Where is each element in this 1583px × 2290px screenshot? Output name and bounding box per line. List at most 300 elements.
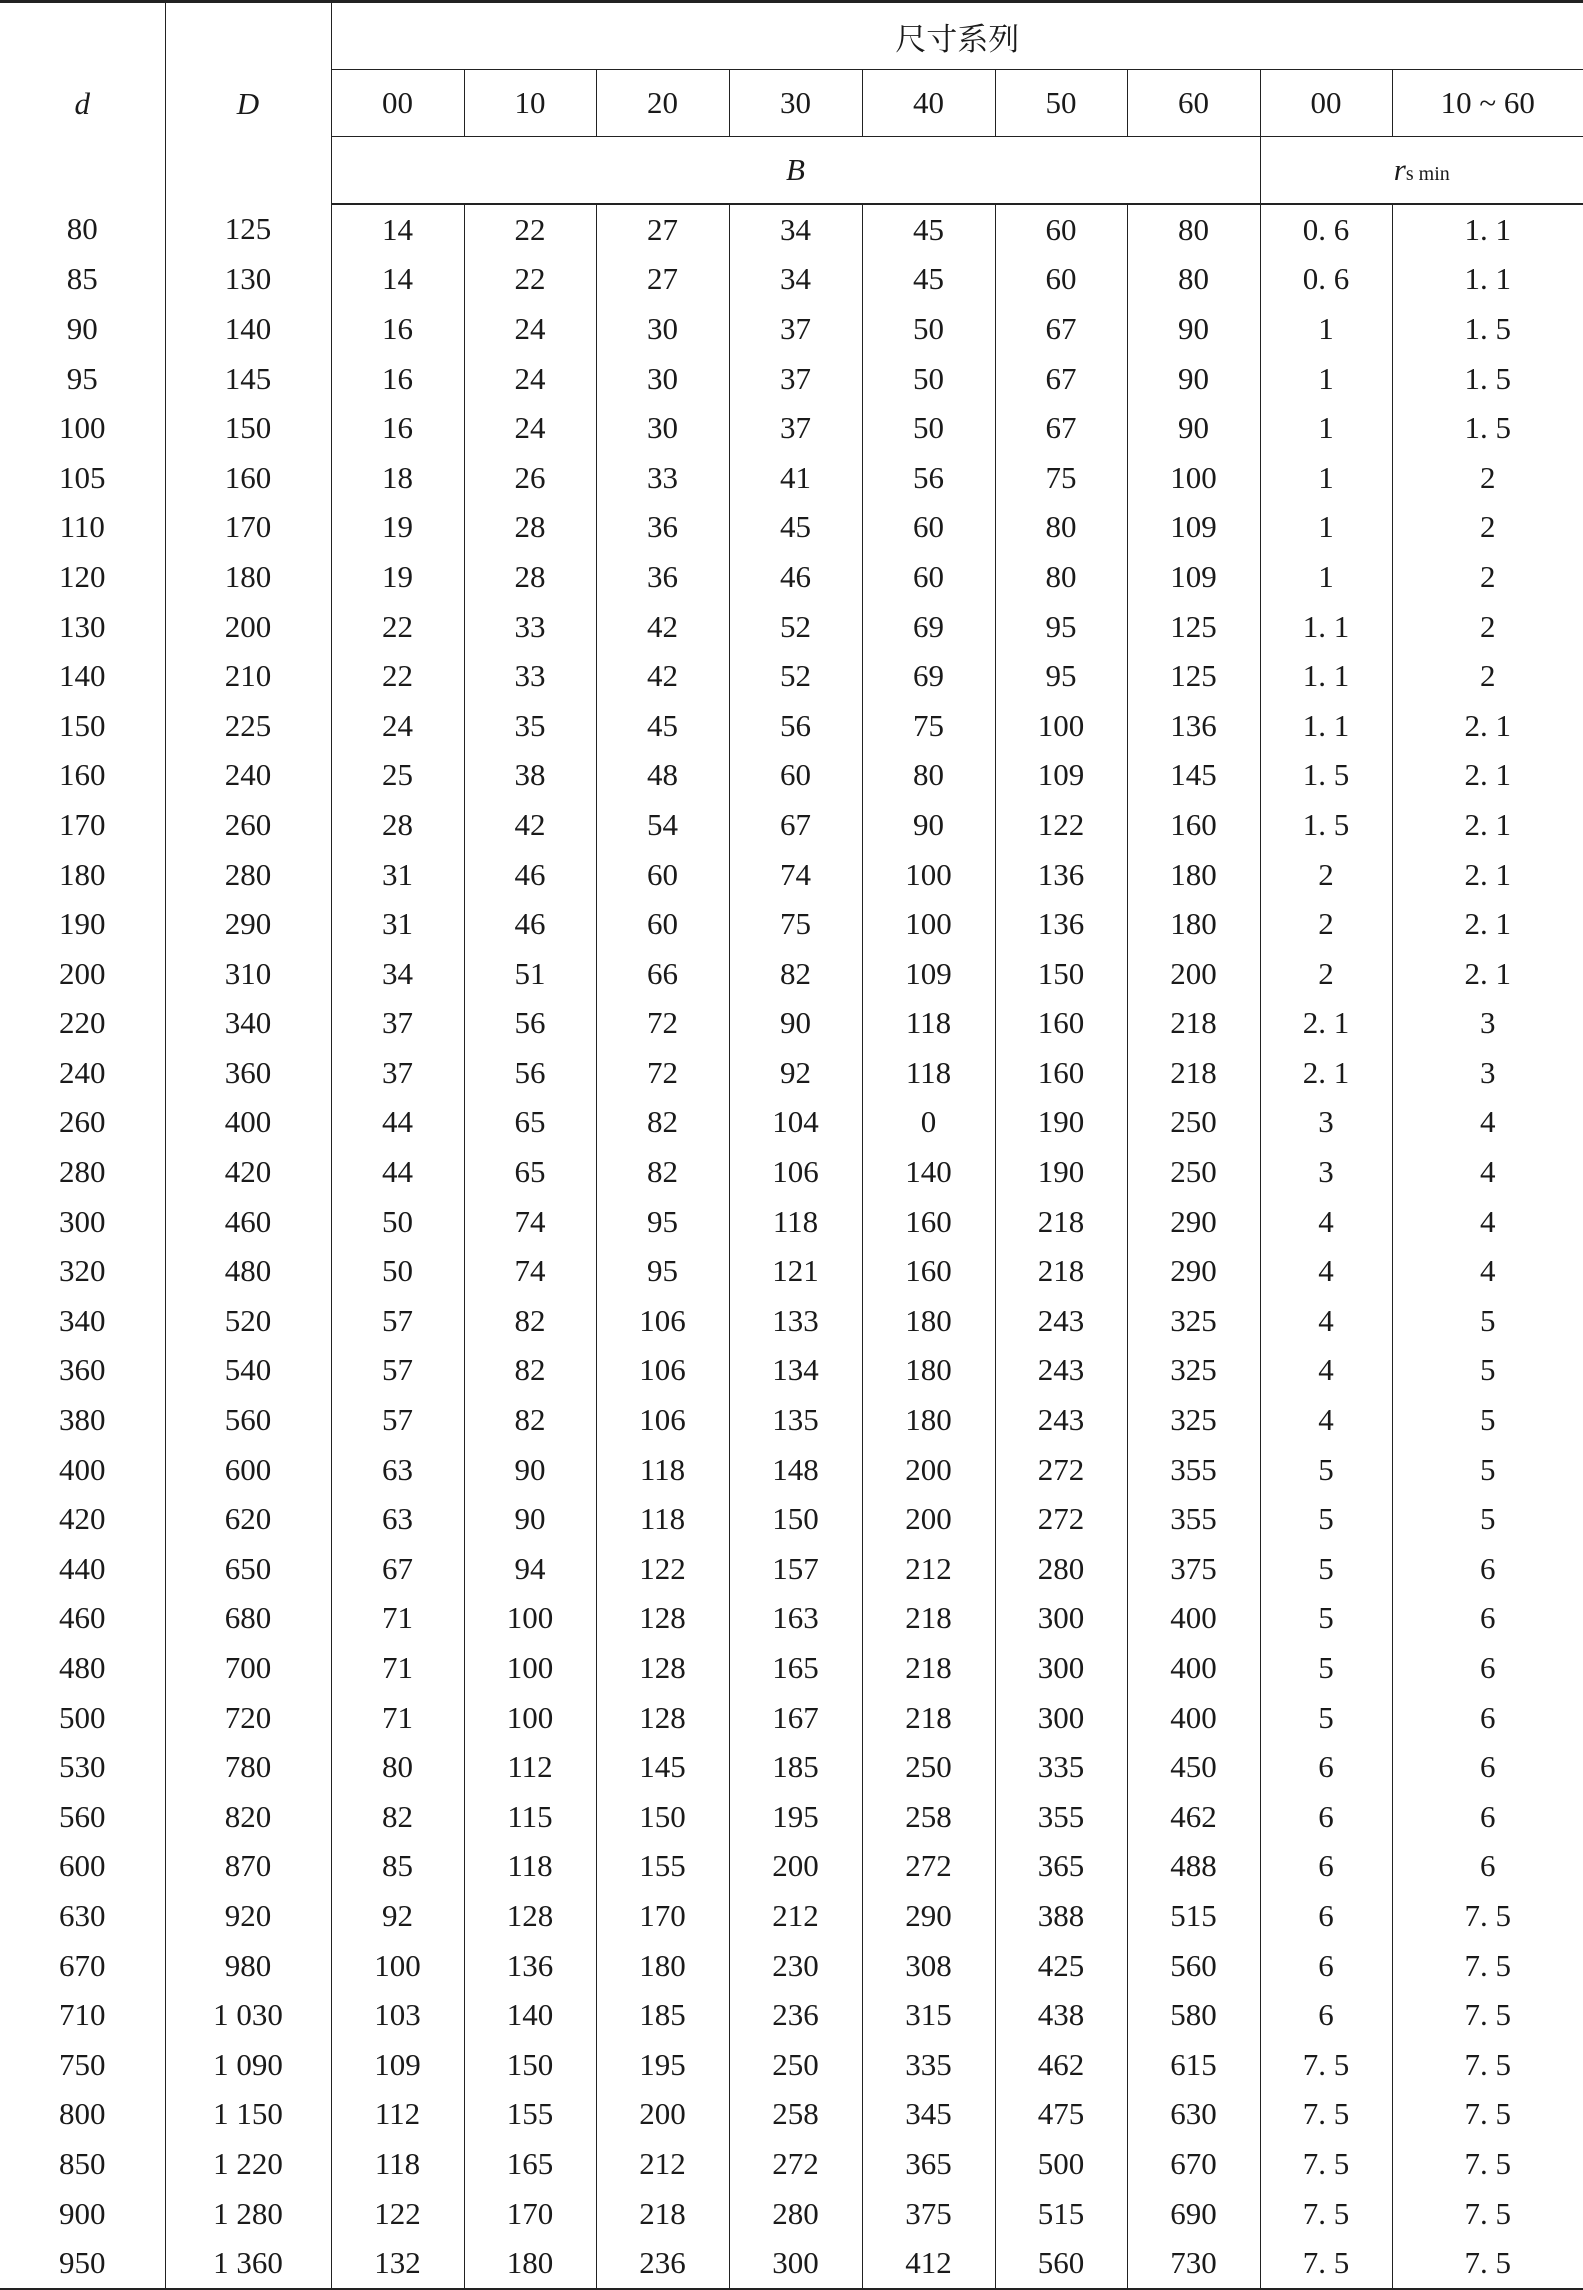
cell-B-20: 54 bbox=[596, 800, 729, 850]
cell-r-10-60: 5 bbox=[1392, 1445, 1583, 1495]
cell-d: 200 bbox=[59, 955, 106, 991]
cell-r-10-60: 7. 5 bbox=[1392, 2090, 1583, 2140]
cell-B-50: 335 bbox=[995, 1742, 1127, 1792]
cell-r-10-60: 7. 5 bbox=[1392, 1941, 1583, 1991]
cell-B-10: 115 bbox=[464, 1792, 596, 1842]
cell-B-20: 118 bbox=[596, 1494, 729, 1544]
cell-B-50: 425 bbox=[995, 1941, 1127, 1991]
cell-B-40: 315 bbox=[862, 1990, 995, 2040]
table-row bbox=[0, 2090, 1583, 2140]
cell-r-10-60: 2. 1 bbox=[1392, 850, 1583, 900]
cell-B-50: 300 bbox=[995, 1693, 1127, 1743]
cell-r-00: 0. 6 bbox=[1260, 204, 1392, 255]
cell-B-30: 272 bbox=[729, 2139, 862, 2189]
cell-B-00: 57 bbox=[331, 1346, 464, 1396]
cell-B-40: 160 bbox=[862, 1246, 995, 1296]
cell-B-10: 82 bbox=[464, 1346, 596, 1396]
table-row bbox=[0, 1296, 1583, 1346]
cell-B-50: 190 bbox=[995, 1147, 1127, 1197]
cell-r-00: 1 bbox=[1260, 503, 1392, 553]
cell-B-40: 45 bbox=[862, 204, 995, 255]
cell-d: 480 bbox=[59, 1650, 106, 1686]
table-row bbox=[0, 2139, 1583, 2189]
cell-B-00: 100 bbox=[331, 1941, 464, 1991]
cell-B-50: 75 bbox=[995, 453, 1127, 503]
cell-r-00: 5 bbox=[1260, 1445, 1392, 1495]
cell-B-40: 50 bbox=[862, 354, 995, 404]
cell-r-00: 1 bbox=[1260, 453, 1392, 503]
table-row bbox=[0, 1990, 1583, 2040]
cell-B-50: 160 bbox=[995, 999, 1127, 1049]
cell-B-60: 125 bbox=[1127, 602, 1260, 652]
table-row bbox=[0, 1246, 1583, 1296]
cell-B-10: 140 bbox=[464, 1990, 596, 2040]
cell-B-20: 180 bbox=[596, 1941, 729, 1991]
cell-B-00: 28 bbox=[331, 800, 464, 850]
cell-d: 90 bbox=[66, 310, 98, 346]
cell-B-40: 69 bbox=[862, 602, 995, 652]
header-r-series-00: 00 bbox=[1260, 70, 1392, 137]
header-series-40: 40 bbox=[862, 70, 995, 137]
cell-B-20: 106 bbox=[596, 1395, 729, 1445]
table-row bbox=[0, 1842, 1583, 1892]
cell-D: 620 bbox=[165, 1494, 331, 1544]
cell-D: 360 bbox=[165, 1048, 331, 1098]
cell-B-10: 24 bbox=[464, 304, 596, 354]
cell-B-00: 37 bbox=[331, 1048, 464, 1098]
cell-B-40: 118 bbox=[862, 999, 995, 1049]
cell-d: 160 bbox=[59, 757, 106, 793]
cell-B-00: 19 bbox=[331, 503, 464, 553]
cell-D: 340 bbox=[165, 999, 331, 1049]
cell-B-30: 82 bbox=[729, 949, 862, 999]
cell-B-30: 106 bbox=[729, 1147, 862, 1197]
cell-B-20: 66 bbox=[596, 949, 729, 999]
cell-B-20: 106 bbox=[596, 1346, 729, 1396]
cell-B-10: 180 bbox=[464, 2238, 596, 2289]
cell-B-30: 41 bbox=[729, 453, 862, 503]
cell-d: 560 bbox=[59, 1798, 106, 1834]
cell-B-60: 136 bbox=[1127, 701, 1260, 751]
cell-B-60: 180 bbox=[1127, 899, 1260, 949]
cell-B-60: 218 bbox=[1127, 1048, 1260, 1098]
cell-B-20: 106 bbox=[596, 1296, 729, 1346]
cell-r-00: 6 bbox=[1260, 1842, 1392, 1892]
cell-r-10-60: 5 bbox=[1392, 1395, 1583, 1445]
cell-B-10: 74 bbox=[464, 1246, 596, 1296]
cell-d: 950 bbox=[0, 2238, 165, 2289]
cell-r-10-60: 6 bbox=[1392, 1544, 1583, 1594]
cell-B-10: 51 bbox=[464, 949, 596, 999]
cell-r-00: 4 bbox=[1260, 1246, 1392, 1296]
cell-B-10: 35 bbox=[464, 701, 596, 751]
cell-r-10-60: 2. 1 bbox=[1392, 800, 1583, 850]
cell-d: 360 bbox=[59, 1352, 106, 1388]
cell-B-00: 16 bbox=[331, 354, 464, 404]
cell-B-00: 80 bbox=[331, 1742, 464, 1792]
cell-B-10: 22 bbox=[464, 255, 596, 305]
cell-r-10-60: 2. 1 bbox=[1392, 899, 1583, 949]
cell-B-10: 82 bbox=[464, 1296, 596, 1346]
cell-B-50: 365 bbox=[995, 1842, 1127, 1892]
cell-r-00: 7. 5 bbox=[1260, 2189, 1392, 2239]
table-row bbox=[0, 1147, 1583, 1197]
cell-B-10: 112 bbox=[464, 1742, 596, 1792]
cell-d: 170 bbox=[59, 806, 106, 842]
cell-B-60: 290 bbox=[1127, 1246, 1260, 1296]
cell-B-60: 125 bbox=[1127, 651, 1260, 701]
cell-B-20: 200 bbox=[596, 2090, 729, 2140]
cell-r-10-60: 1. 5 bbox=[1392, 354, 1583, 404]
cell-D: 1 090 bbox=[165, 2040, 331, 2090]
cell-D: 1 150 bbox=[165, 2090, 331, 2140]
cell-B-30: 165 bbox=[729, 1643, 862, 1693]
cell-B-30: 92 bbox=[729, 1048, 862, 1098]
table-row bbox=[0, 999, 1583, 1049]
cell-B-20: 155 bbox=[596, 1842, 729, 1892]
cell-r-00: 5 bbox=[1260, 1494, 1392, 1544]
cell-B-60: 400 bbox=[1127, 1594, 1260, 1644]
cell-D: 150 bbox=[165, 403, 331, 453]
table-row bbox=[0, 899, 1583, 949]
cell-B-40: 50 bbox=[862, 304, 995, 354]
cell-d: 140 bbox=[59, 658, 106, 694]
cell-B-40: 290 bbox=[862, 1891, 995, 1941]
cell-d: 120 bbox=[59, 558, 106, 594]
table-row bbox=[0, 1494, 1583, 1544]
cell-B-20: 60 bbox=[596, 850, 729, 900]
cell-B-00: 63 bbox=[331, 1494, 464, 1544]
header-series-50: 50 bbox=[995, 70, 1127, 137]
cell-B-10: 56 bbox=[464, 1048, 596, 1098]
cell-r-00: 1 bbox=[1260, 304, 1392, 354]
r-subscript: s min bbox=[1405, 163, 1450, 185]
cell-B-50: 190 bbox=[995, 1098, 1127, 1148]
table-row bbox=[0, 1048, 1583, 1098]
cell-B-10: 118 bbox=[464, 1842, 596, 1892]
table-row bbox=[0, 1891, 1583, 1941]
cell-B-60: 375 bbox=[1127, 1544, 1260, 1594]
cell-B-40: 109 bbox=[862, 949, 995, 999]
cell-D: 280 bbox=[165, 850, 331, 900]
cell-D: 125 bbox=[165, 204, 331, 255]
table-row bbox=[0, 503, 1583, 553]
cell-r-00: 7. 5 bbox=[1260, 2040, 1392, 2090]
cell-r-00: 1 bbox=[1260, 403, 1392, 453]
cell-B-00: 14 bbox=[331, 255, 464, 305]
cell-B-30: 157 bbox=[729, 1544, 862, 1594]
cell-B-30: 167 bbox=[729, 1693, 862, 1743]
table-row bbox=[0, 2189, 1583, 2239]
cell-B-10: 26 bbox=[464, 453, 596, 503]
cell-B-60: 690 bbox=[1127, 2189, 1260, 2239]
cell-B-00: 37 bbox=[331, 999, 464, 1049]
cell-B-10: 24 bbox=[464, 354, 596, 404]
cell-B-00: 82 bbox=[331, 1792, 464, 1842]
cell-d: 260 bbox=[59, 1104, 106, 1140]
cell-B-30: 75 bbox=[729, 899, 862, 949]
cell-B-40: 218 bbox=[862, 1693, 995, 1743]
cell-B-20: 72 bbox=[596, 999, 729, 1049]
table-row bbox=[0, 1742, 1583, 1792]
cell-d: 500 bbox=[59, 1699, 106, 1735]
cell-B-30: 37 bbox=[729, 354, 862, 404]
cell-D: 180 bbox=[165, 552, 331, 602]
cell-B-30: 236 bbox=[729, 1990, 862, 2040]
cell-B-20: 195 bbox=[596, 2040, 729, 2090]
cell-B-00: 63 bbox=[331, 1445, 464, 1495]
cell-B-00: 16 bbox=[331, 403, 464, 453]
cell-D: 720 bbox=[165, 1693, 331, 1743]
cell-B-10: 82 bbox=[464, 1395, 596, 1445]
cell-r-10-60: 2 bbox=[1392, 453, 1583, 503]
cell-B-00: 25 bbox=[331, 751, 464, 801]
cell-B-50: 136 bbox=[995, 850, 1127, 900]
cell-d: 280 bbox=[59, 1154, 106, 1190]
cell-B-60: 290 bbox=[1127, 1197, 1260, 1247]
cell-B-30: 52 bbox=[729, 602, 862, 652]
cell-B-60: 218 bbox=[1127, 999, 1260, 1049]
cell-D: 560 bbox=[165, 1395, 331, 1445]
cell-r-10-60: 6 bbox=[1392, 1594, 1583, 1644]
cell-B-20: 150 bbox=[596, 1792, 729, 1842]
cell-r-10-60: 2 bbox=[1392, 602, 1583, 652]
cell-B-00: 34 bbox=[331, 949, 464, 999]
cell-B-50: 560 bbox=[995, 2238, 1127, 2289]
cell-d: 530 bbox=[59, 1749, 106, 1785]
cell-D: 1 030 bbox=[165, 1990, 331, 2040]
cell-B-40: 412 bbox=[862, 2238, 995, 2289]
cell-B-00: 85 bbox=[331, 1842, 464, 1892]
cell-B-30: 300 bbox=[729, 2238, 862, 2289]
cell-D: 140 bbox=[165, 304, 331, 354]
cell-r-10-60: 2 bbox=[1392, 552, 1583, 602]
cell-r-10-60: 7. 5 bbox=[1392, 2238, 1583, 2289]
cell-B-60: 90 bbox=[1127, 403, 1260, 453]
cell-B-40: 308 bbox=[862, 1941, 995, 1991]
cell-r-00: 5 bbox=[1260, 1594, 1392, 1644]
cell-B-00: 19 bbox=[331, 552, 464, 602]
cell-B-50: 272 bbox=[995, 1494, 1127, 1544]
cell-B-30: 34 bbox=[729, 204, 862, 255]
cell-r-10-60: 7. 5 bbox=[1392, 1891, 1583, 1941]
cell-B-60: 80 bbox=[1127, 204, 1260, 255]
cell-B-00: 118 bbox=[331, 2139, 464, 2189]
cell-B-60: 160 bbox=[1127, 800, 1260, 850]
cell-B-10: 74 bbox=[464, 1197, 596, 1247]
cell-B-10: 46 bbox=[464, 850, 596, 900]
cell-D: 200 bbox=[165, 602, 331, 652]
table-row bbox=[0, 1445, 1583, 1495]
cell-B-60: 325 bbox=[1127, 1296, 1260, 1346]
cell-r-00: 1. 1 bbox=[1260, 602, 1392, 652]
cell-B-20: 30 bbox=[596, 304, 729, 354]
cell-B-00: 22 bbox=[331, 602, 464, 652]
cell-r-10-60: 1. 5 bbox=[1392, 403, 1583, 453]
table-row bbox=[0, 1693, 1583, 1743]
cell-r-10-60: 2 bbox=[1392, 651, 1583, 701]
cell-B-50: 515 bbox=[995, 2189, 1127, 2239]
cell-d: 440 bbox=[59, 1550, 106, 1586]
cell-B-10: 42 bbox=[464, 800, 596, 850]
header-series-10: 10 bbox=[464, 70, 596, 137]
cell-D: 290 bbox=[165, 899, 331, 949]
cell-B-50: 95 bbox=[995, 602, 1127, 652]
table-row bbox=[0, 850, 1583, 900]
cell-B-50: 136 bbox=[995, 899, 1127, 949]
cell-D: 1 280 bbox=[165, 2189, 331, 2239]
cell-r-00: 5 bbox=[1260, 1693, 1392, 1743]
cell-B-30: 90 bbox=[729, 999, 862, 1049]
cell-r-10-60: 6 bbox=[1392, 1693, 1583, 1743]
cell-B-10: 65 bbox=[464, 1098, 596, 1148]
table-row bbox=[0, 602, 1583, 652]
header-size-series-title: 尺寸系列 bbox=[331, 2, 1583, 70]
cell-d: 320 bbox=[59, 1253, 106, 1289]
cell-B-60: 450 bbox=[1127, 1742, 1260, 1792]
cell-B-40: 200 bbox=[862, 1445, 995, 1495]
cell-B-10: 150 bbox=[464, 2040, 596, 2090]
cell-B-50: 67 bbox=[995, 403, 1127, 453]
cell-B-60: 615 bbox=[1127, 2040, 1260, 2090]
table-row bbox=[0, 354, 1583, 404]
cell-B-50: 60 bbox=[995, 255, 1127, 305]
cell-B-20: 45 bbox=[596, 701, 729, 751]
table-row bbox=[0, 2238, 1583, 2289]
cell-B-50: 109 bbox=[995, 751, 1127, 801]
cell-B-30: 185 bbox=[729, 1742, 862, 1792]
cell-B-60: 400 bbox=[1127, 1693, 1260, 1743]
cell-B-30: 37 bbox=[729, 304, 862, 354]
cell-B-60: 630 bbox=[1127, 2090, 1260, 2140]
cell-r-10-60: 3 bbox=[1392, 1048, 1583, 1098]
cell-B-50: 150 bbox=[995, 949, 1127, 999]
cell-B-60: 355 bbox=[1127, 1494, 1260, 1544]
cell-B-50: 462 bbox=[995, 2040, 1127, 2090]
cell-d: 340 bbox=[59, 1302, 106, 1338]
cell-d: 110 bbox=[59, 509, 105, 545]
cell-D: 460 bbox=[165, 1197, 331, 1247]
table-row bbox=[0, 453, 1583, 503]
table-row bbox=[0, 204, 1583, 255]
cell-D: 480 bbox=[165, 1246, 331, 1296]
cell-B-30: 46 bbox=[729, 552, 862, 602]
cell-r-10-60: 7. 5 bbox=[1392, 2139, 1583, 2189]
header-r-series-10-60: 10 ~ 60 bbox=[1392, 70, 1583, 137]
cell-B-60: 145 bbox=[1127, 751, 1260, 801]
cell-B-60: 462 bbox=[1127, 1792, 1260, 1842]
cell-B-20: 72 bbox=[596, 1048, 729, 1098]
cell-D: 540 bbox=[165, 1346, 331, 1396]
cell-d: 80 bbox=[66, 211, 98, 247]
cell-B-10: 33 bbox=[464, 651, 596, 701]
cell-B-10: 28 bbox=[464, 552, 596, 602]
cell-r-10-60: 5 bbox=[1392, 1494, 1583, 1544]
cell-B-40: 180 bbox=[862, 1296, 995, 1346]
cell-B-20: 218 bbox=[596, 2189, 729, 2239]
cell-r-00: 4 bbox=[1260, 1296, 1392, 1346]
cell-B-40: 100 bbox=[862, 899, 995, 949]
cell-r-10-60: 1. 1 bbox=[1392, 255, 1583, 305]
cell-d: 105 bbox=[59, 459, 106, 495]
cell-B-00: 22 bbox=[331, 651, 464, 701]
cell-D: 420 bbox=[165, 1147, 331, 1197]
cell-B-40: 60 bbox=[862, 503, 995, 553]
cell-B-20: 48 bbox=[596, 751, 729, 801]
cell-B-30: 200 bbox=[729, 1842, 862, 1892]
cell-B-50: 300 bbox=[995, 1594, 1127, 1644]
cell-B-40: 180 bbox=[862, 1346, 995, 1396]
cell-r-00: 4 bbox=[1260, 1395, 1392, 1445]
cell-B-20: 30 bbox=[596, 403, 729, 453]
cell-r-00: 1. 5 bbox=[1260, 800, 1392, 850]
cell-B-00: 122 bbox=[331, 2189, 464, 2239]
cell-r-00: 4 bbox=[1260, 1197, 1392, 1247]
cell-D: 260 bbox=[165, 800, 331, 850]
cell-B-10: 155 bbox=[464, 2090, 596, 2140]
cell-B-30: 163 bbox=[729, 1594, 862, 1644]
cell-B-30: 250 bbox=[729, 2040, 862, 2090]
cell-B-30: 118 bbox=[729, 1197, 862, 1247]
cell-B-40: 335 bbox=[862, 2040, 995, 2090]
cell-r-00: 3 bbox=[1260, 1147, 1392, 1197]
cell-B-60: 90 bbox=[1127, 354, 1260, 404]
cell-B-20: 60 bbox=[596, 899, 729, 949]
table-row bbox=[0, 1792, 1583, 1842]
cell-B-40: 45 bbox=[862, 255, 995, 305]
cell-B-30: 45 bbox=[729, 503, 862, 553]
cell-B-40: 140 bbox=[862, 1147, 995, 1197]
table-row bbox=[0, 651, 1583, 701]
cell-B-40: 250 bbox=[862, 1742, 995, 1792]
cell-B-00: 31 bbox=[331, 899, 464, 949]
cell-d: 150 bbox=[59, 707, 106, 743]
cell-B-20: 236 bbox=[596, 2238, 729, 2289]
cell-B-10: 65 bbox=[464, 1147, 596, 1197]
cell-B-20: 128 bbox=[596, 1643, 729, 1693]
header-label-r-smin bbox=[1260, 137, 1583, 205]
cell-B-20: 42 bbox=[596, 602, 729, 652]
cell-r-00: 1. 1 bbox=[1260, 651, 1392, 701]
cell-r-10-60: 1. 1 bbox=[1392, 204, 1583, 255]
cell-B-10: 136 bbox=[464, 1941, 596, 1991]
cell-B-50: 388 bbox=[995, 1891, 1127, 1941]
cell-B-40: 60 bbox=[862, 552, 995, 602]
cell-B-10: 28 bbox=[464, 503, 596, 553]
table-row bbox=[0, 552, 1583, 602]
cell-B-30: 150 bbox=[729, 1494, 862, 1544]
cell-B-60: 488 bbox=[1127, 1842, 1260, 1892]
cell-B-20: 30 bbox=[596, 354, 729, 404]
cell-D: 520 bbox=[165, 1296, 331, 1346]
cell-B-60: 560 bbox=[1127, 1941, 1260, 1991]
cell-B-00: 50 bbox=[331, 1246, 464, 1296]
cell-B-40: 365 bbox=[862, 2139, 995, 2189]
cell-B-10: 90 bbox=[464, 1445, 596, 1495]
cell-B-00: 18 bbox=[331, 453, 464, 503]
cell-B-30: 280 bbox=[729, 2189, 862, 2239]
cell-B-30: 52 bbox=[729, 651, 862, 701]
cell-B-20: 128 bbox=[596, 1693, 729, 1743]
cell-B-20: 33 bbox=[596, 453, 729, 503]
table-row bbox=[0, 1197, 1583, 1247]
cell-r-00: 5 bbox=[1260, 1544, 1392, 1594]
cell-B-50: 272 bbox=[995, 1445, 1127, 1495]
cell-B-60: 730 bbox=[1127, 2238, 1260, 2289]
cell-D: 1 220 bbox=[165, 2139, 331, 2189]
cell-B-60: 325 bbox=[1127, 1395, 1260, 1445]
table-row bbox=[0, 1643, 1583, 1693]
